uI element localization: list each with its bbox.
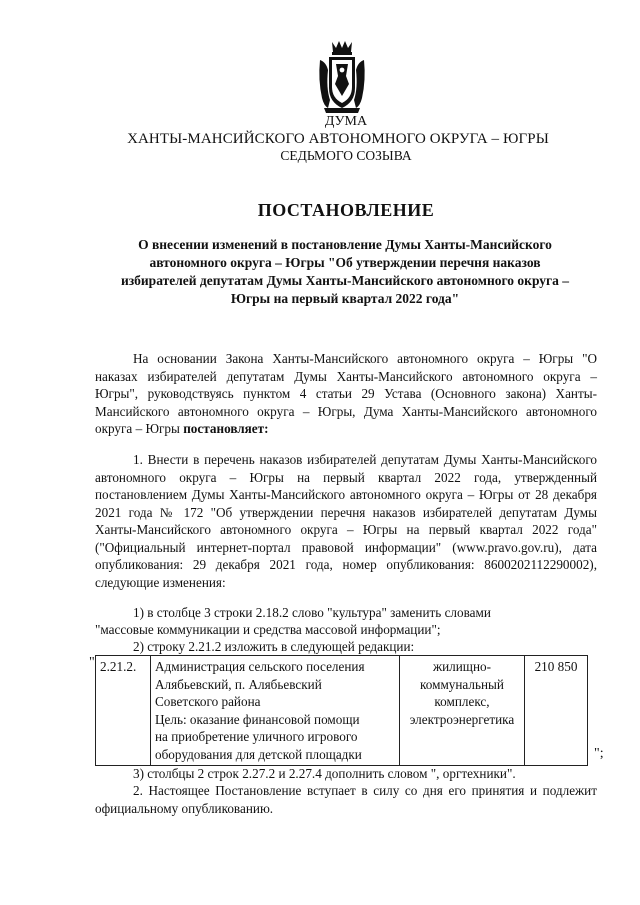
sector-line: жилищно- [432,659,491,674]
sector-line: коммунальный [420,676,504,692]
resolves-word: постановляет: [183,421,269,436]
item-1-paragraph [95,451,597,591]
sector-line: электроэнергетика [409,711,515,727]
item-2-text: 2. Настоящее Постановление вступает в силу со дня его принятия и подлежит официальному опубликованию. [95,783,597,816]
item-2-paragraph [95,782,597,817]
document-type-title: ПОСТАНОВЛЕНИЕ [257,200,435,220]
document-subject: О внесении изменений в постановление Думы Ханты-Мансийского автономного округа – Югры "Об утверждении перечня наказов избирателей депутатам Думы Ханты-Мансийского автономного округа – Югры на первый квартал 2022 года" [120,237,570,306]
description-line: Алябьевский, п. Алябьевский [155,676,322,692]
description-line: Цель: оказание финансовой помощи [155,711,360,727]
table-row [96,656,588,766]
row-amount: 210 850 [525,656,588,766]
sector-line: комплекс, [434,694,490,709]
item-1-text: 1. Внести в перечень наказов избирателей депутатам Думы Ханты-Мансийского автономного округа – Югры на первый квартал 2022 года, утвержденный постановлением Думы Ханты-Мансийского автономного округа – Югры от 28 декабря 2021 года № 172 "Об утверждении перечня наказов избирателей депутатам Думы Ханты-Мансийского автономного округа – Югры на первый квартал 2022 года" ("Официальный интернет-портал правовой информации" (www.pravo.gov.ru), дата опубликования: 29 декабря 2021 года, номер опубликования: 8600202112290002), следующие изменения: [95,452,597,590]
region-name: ХАНТЫ-МАНСИЙСКОГО АВТОНОМНОГО ОКРУГА – ЮГРЫ [127,131,549,147]
coat-of-arms-emblem [318,40,366,114]
amendment-table [95,655,588,766]
description-line: на приобретение уличного игрового [155,729,358,744]
subitem-1-line-2: "массовые коммуникации и средства массовой информации"; [95,622,441,637]
description-line: Советского района [155,694,261,709]
council-name: ДУМА [324,114,368,129]
description-line: оборудования для детской площадки [155,746,362,762]
open-quote: " [89,655,95,670]
subitem-1-line-1: 1) в столбце 3 строки 2.18.2 слово "культура" заменить словами [133,605,491,620]
row-number: 2.21.2. [96,656,151,766]
subitem-2: 2) строку 2.21.2 изложить в следующей редакции: [133,639,415,654]
row-description [151,656,400,766]
preamble-paragraph [95,350,597,438]
convocation: СЕДЬМОГО СОЗЫВА [280,148,412,163]
row-sector [400,656,525,766]
close-quote: "; [594,746,604,761]
subitem-3: 3) столбцы 2 строк 2.27.2 и 2.27.4 дополнить словом ", оргтехники". [133,766,516,781]
description-line: Администрация сельского поселения [155,659,365,674]
preamble-text: На основании Закона Ханты-Мансийского автономного округа – Югры "О наказах избирателей депутатам Думы Ханты-Мансийского автономного округа – Югры", руководствуясь пунктом 4 статьи 29 Устава (Основного закона) Ханты-Мансийского автономного округа – Югры, Дума Ханты-Мансийского автономного округа – Югры [95,351,597,436]
